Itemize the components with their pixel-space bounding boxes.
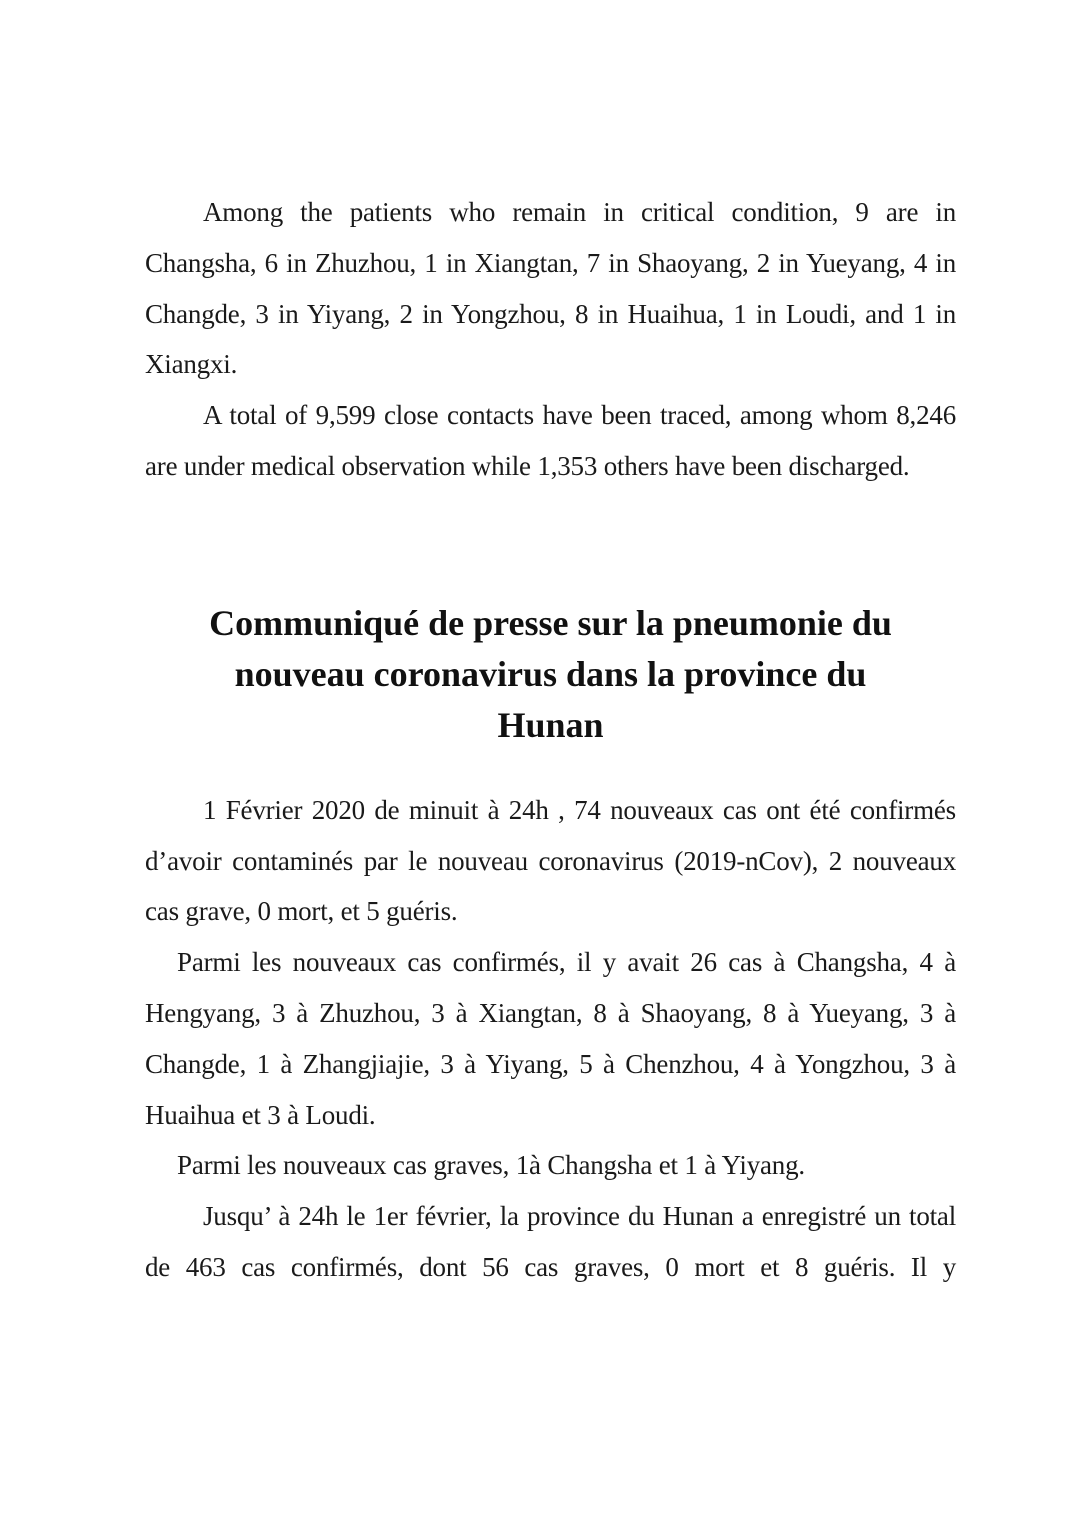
document-page xyxy=(145,187,956,1293)
new-severe-cases-paragraph: Parmi les nouveaux cas graves, 1à Changsha et 1 à Yiyang. xyxy=(177,1150,805,1181)
french-press-release-title xyxy=(145,598,956,751)
new-confirmed-cases-paragraph: Parmi les nouveaux cas confirmés, il y avait 26 cas à Changsha, 4 à Hengyang, 3 à Zhuzhou, 3 à Xiangtan, 8 à Shaoyang, 8 à Yueyang, 3 à Changde, 1 à Zhangjiajie, 3 à Yiyang, 5 à Chenzhou, 4 à Yongzhou, 3 à Huaihua et 3 à Loudi. xyxy=(145,947,956,1130)
daily-summary-paragraph: 1 Février 2020 de minuit à 24h , 74 nouveaux cas ont été confirmés d’avoir contaminés par le nouveau coronavirus (2019-nCov), 2 nouveaux cas grave, 0 mort, et 5 guéris. xyxy=(145,794,956,927)
cumulative-total-paragraph: Jusqu’ à 24h le 1er février, la province du Hunan a enregistré un total de 463 cas confirmés, dont 56 cas graves, 0 mort et 8 guéris. Il y xyxy=(145,1201,956,1282)
heading-spacer xyxy=(145,751,956,785)
title-line-2: nouveau coronavirus dans la province du xyxy=(234,653,867,694)
critical-condition-paragraph: Among the patients who remain in critical condition, 9 are in Changsha, 6 in Zhuzhou, 1 in Xiangtan, 7 in Shaoyang, 2 in Yueyang, 4 in Changde, 3 in Yiyang, 2 in Yongzhou, 8 in Huaihua, 1 in Loudi, and 1 in Xiangxi. xyxy=(145,197,956,380)
section-spacer xyxy=(145,492,956,598)
close-contacts-paragraph: A total of 9,599 close contacts have been traced, among whom 8,246 are under medical observation while 1,353 others have been discharged. xyxy=(145,400,956,481)
title-line-3: Hunan xyxy=(497,704,604,745)
french-section xyxy=(145,598,956,1293)
english-section xyxy=(145,187,956,492)
title-line-1: Communiqué de presse sur la pneumonie du xyxy=(209,602,892,643)
